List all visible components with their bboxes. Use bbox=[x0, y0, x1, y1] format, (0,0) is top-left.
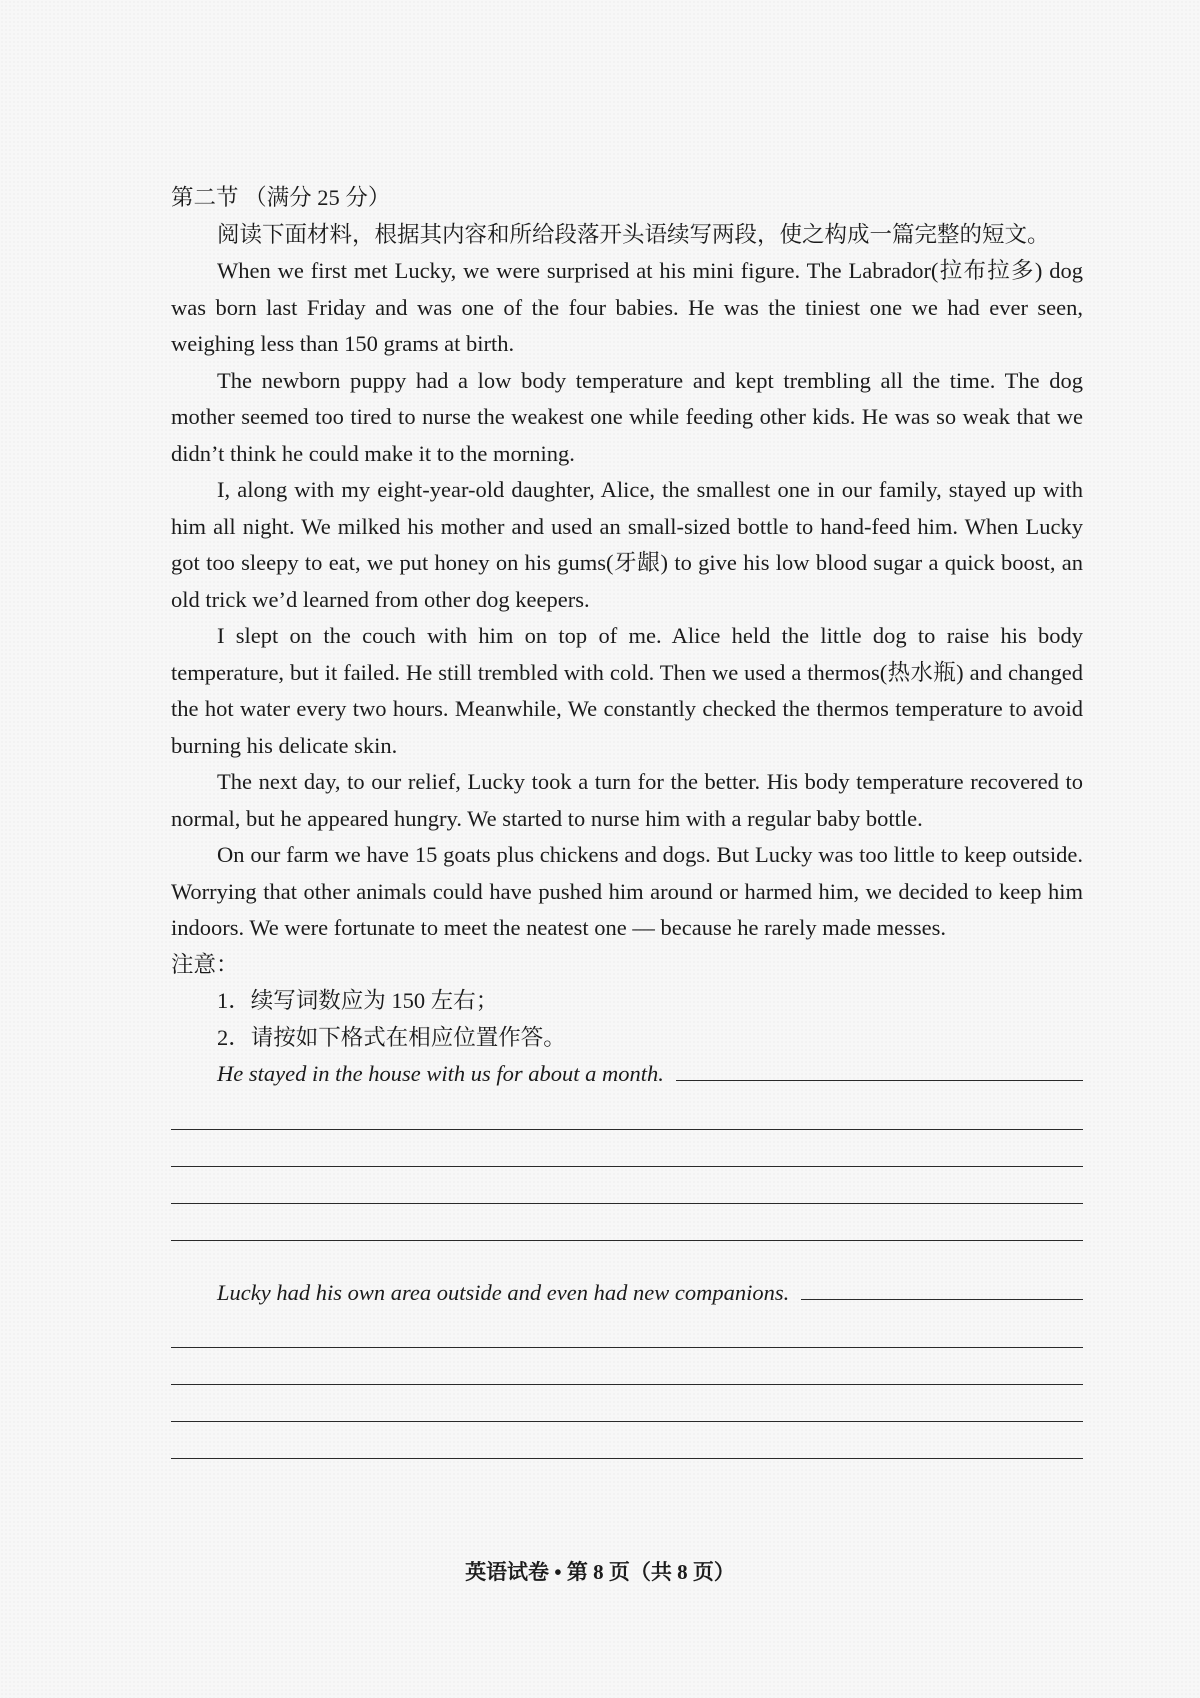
instruction: 阅读下面材料，根据其内容和所给段落开头语续写两段，使之构成一篇完整的短文。 bbox=[217, 221, 1050, 247]
passage-paragraph-5: The next day, to our relief, Lucky took a turn for the better. His body temperature recovered to normal, but he appeared hungry. We started to nurse him with a regular baby bottle. bbox=[171, 769, 1083, 831]
answer-line[interactable] bbox=[171, 1204, 1083, 1241]
answer-line[interactable] bbox=[801, 1277, 1083, 1300]
notes-title: 注意： bbox=[171, 951, 239, 977]
prompt-text-1: He stayed in the house with us for about a month. bbox=[217, 1061, 664, 1086]
content bbox=[171, 180, 1083, 1459]
section-heading: 第二节 （满分 25 分） bbox=[171, 185, 391, 210]
note-item-1: 1．续写词数应为 150 左右； bbox=[217, 988, 499, 1013]
answer-line[interactable] bbox=[171, 1348, 1083, 1385]
continuation-prompt-2 bbox=[171, 1275, 1083, 1312]
answer-line[interactable] bbox=[171, 1167, 1083, 1204]
passage-paragraph-3: I, along with my eight-year-old daughter, Alice, the smallest one in our family, stayed up with him all night. We milked his mother and used an small-sized bottle to hand-feed him. When Lucky got too sleepy to eat, we put honey on his gums(牙龈) to give his low blood sugar a quick boost, an old trick we’d learned from other dog keepers. bbox=[171, 477, 1083, 612]
prompt-text-2: Lucky had his own area outside and even had new companions. bbox=[217, 1279, 790, 1305]
answer-line[interactable] bbox=[171, 1311, 1083, 1348]
passage-paragraph-6: On our farm we have 15 goats plus chickens and dogs. But Lucky was too little to keep outside. Worrying that other animals could have pushed him around or harmed him, we decided to keep him indoors. We were fortunate to meet the neatest one — because he rarely made messes. bbox=[171, 842, 1083, 940]
continuation-prompt-1 bbox=[171, 1056, 1083, 1093]
answer-line[interactable] bbox=[676, 1058, 1083, 1081]
note-item-2: 2．请按如下格式在相应位置作答。 bbox=[217, 1024, 566, 1050]
answer-line[interactable] bbox=[171, 1385, 1083, 1422]
answer-line[interactable] bbox=[171, 1130, 1083, 1167]
passage-paragraph-2: The newborn puppy had a low body temperature and kept trembling all the time. The dog mother seemed too tired to nurse the weakest one while feeding other kids. He was so weak that we didn’t think he could make it to the morning. bbox=[171, 367, 1083, 466]
answer-line[interactable] bbox=[171, 1422, 1083, 1459]
passage-paragraph-1: When we first met Lucky, we were surprised at his mini figure. The Labrador(拉布拉多) dog was born last Friday and was one of the four babies. He was the tiniest one we had ever seen, weighing less than 150 grams at birth. bbox=[171, 258, 1083, 356]
passage-paragraph-4: I slept on the couch with him on top of me. Alice held the little dog to raise his body temperature, but it failed. He still trembled with cold. Then we used a thermos(热水瓶) and changed the hot water every two hours. Meanwhile, We constantly checked the thermos temperature to avoid burning his delicate skin. bbox=[171, 623, 1083, 758]
page-footer: 英语试卷 • 第 8 页（共 8 页） bbox=[465, 1560, 735, 1584]
answer-line[interactable] bbox=[171, 1093, 1083, 1130]
